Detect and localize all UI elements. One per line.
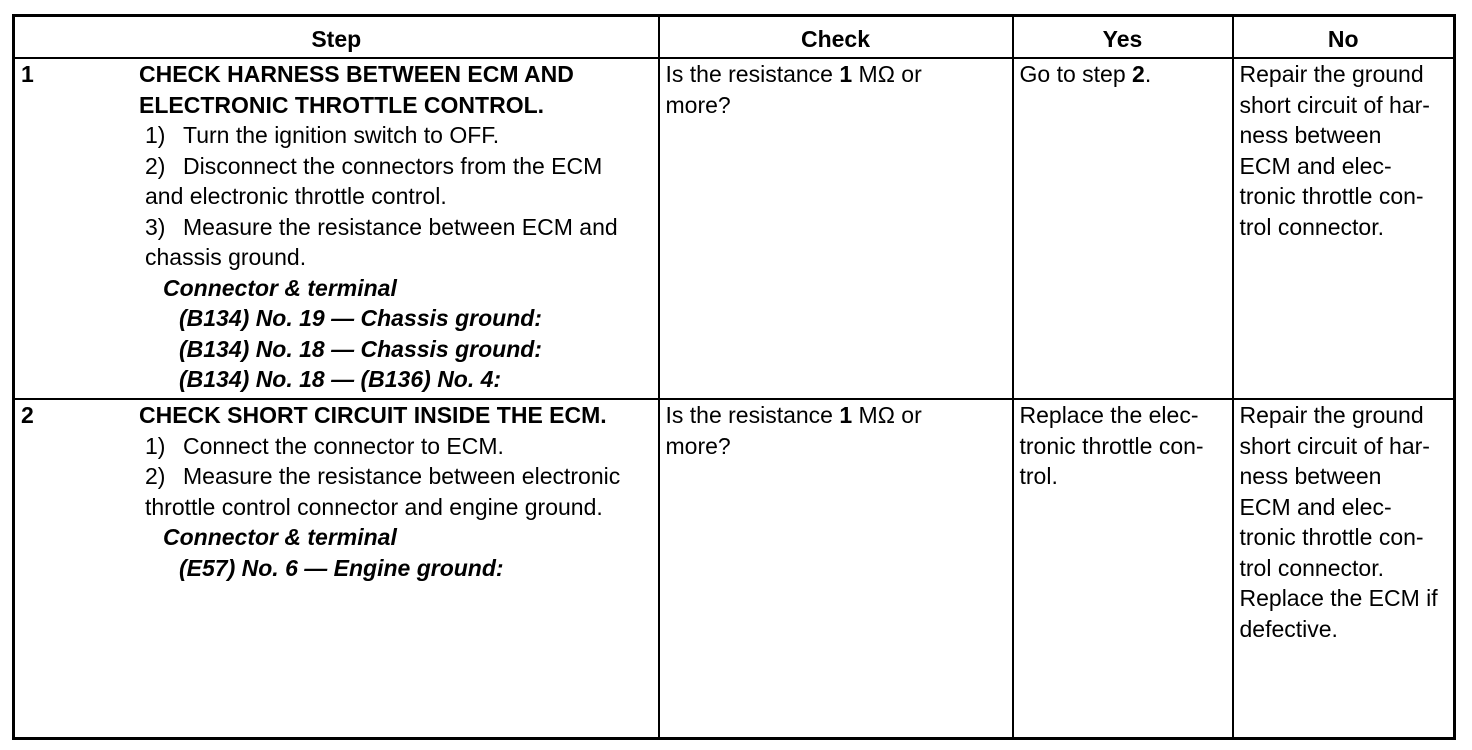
header-step: Step <box>14 16 659 59</box>
check-cell: Is the resistance 1 MΩ or more? <box>659 399 1013 739</box>
header-row <box>14 16 1455 59</box>
connector-terminal: (B134) No. 19 — Chassis ground: <box>179 305 542 331</box>
resistance-value: 1 <box>839 61 853 87</box>
goto-step-number: 2 <box>1132 61 1145 87</box>
connector-title: Connector & terminal <box>163 274 397 301</box>
step-instructions <box>21 431 652 584</box>
step-number: 2 <box>21 402 34 428</box>
substep-continuation: throttle control connector and engine ground. <box>145 493 603 520</box>
diagnostic-table <box>12 14 1456 740</box>
no-cell: Repair the ground short circuit of har- ness between ECM and elec- tronic throttle con- trol connector. <box>1233 58 1455 399</box>
resistance-value: 1 <box>839 402 853 428</box>
step-instructions <box>21 120 652 395</box>
substep-continuation: chassis ground. <box>145 244 307 270</box>
step-cell <box>14 58 659 399</box>
step-body <box>139 400 652 431</box>
connector-terminal: (E57) No. 6 — Engine ground: <box>179 554 504 581</box>
step-cell <box>14 399 659 739</box>
check-cell: Is the resistance 1 MΩ or more? <box>659 58 1013 399</box>
yes-cell: Go to step 2. <box>1013 58 1233 399</box>
substep: 3) Measure the resistance between ECM and <box>145 213 618 240</box>
header-yes: Yes <box>1013 16 1233 59</box>
table-row <box>14 58 1455 399</box>
substep-continuation: and electronic throttle control. <box>145 183 447 209</box>
step-body <box>139 59 652 120</box>
header-no: No <box>1233 16 1455 59</box>
step-title: CHECK HARNESS BETWEEN ECM AND ELECTRONIC THROTTLE CONTROL. <box>139 61 574 118</box>
no-cell: Repair the ground short circuit of har- ness between ECM and elec- tronic throttle con- trol connector. Replace the ECM if defective. <box>1233 399 1455 739</box>
yes-cell: Replace the elec- tronic throttle con- trol. <box>1013 399 1233 739</box>
substep: 1) Connect the connector to ECM. <box>145 432 504 459</box>
substep: 2) Disconnect the connectors from the ECM <box>145 152 603 179</box>
step-number: 1 <box>21 61 34 87</box>
header-check: Check <box>659 16 1013 59</box>
connector-terminal: (B134) No. 18 — (B136) No. 4: <box>179 366 502 392</box>
table-row <box>14 399 1455 739</box>
step-title: CHECK SHORT CIRCUIT INSIDE THE ECM. <box>139 402 607 428</box>
substep: 1) Turn the ignition switch to OFF. <box>145 122 500 148</box>
connector-title: Connector & terminal <box>163 524 397 550</box>
substep: 2) Measure the resistance between electronic <box>145 463 621 489</box>
connector-terminal: (B134) No. 18 — Chassis ground: <box>179 335 542 362</box>
